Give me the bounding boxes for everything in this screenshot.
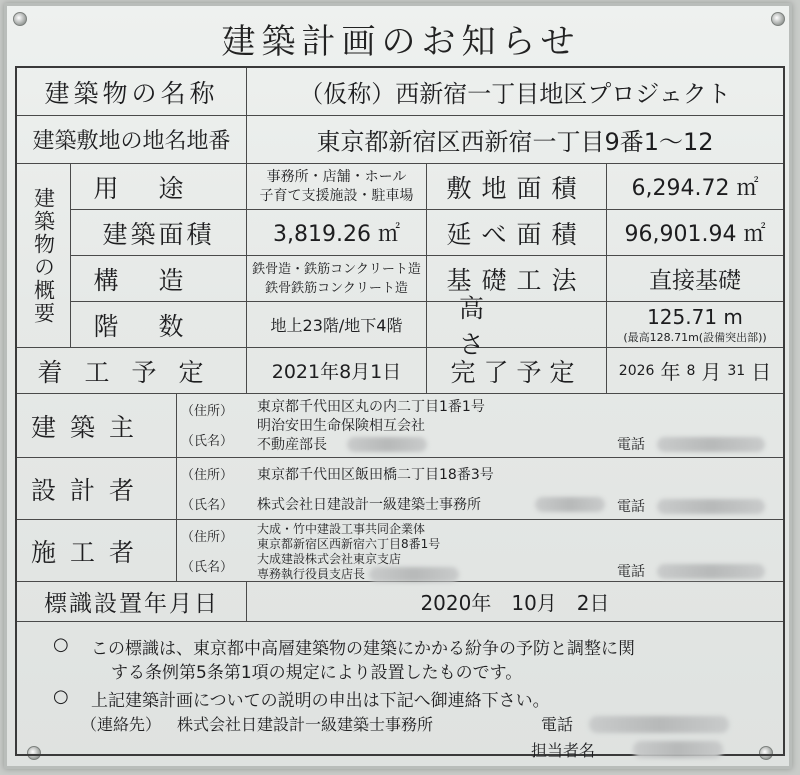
designer-phone-label: 電話 bbox=[617, 499, 645, 515]
end-month: 8 bbox=[686, 362, 696, 379]
structure-value-line1: 鉄骨造・鉄筋コンクリート造 bbox=[252, 261, 421, 277]
building-area-label: 建築面積 bbox=[71, 210, 247, 256]
note2-text: 上記建築計画についての説明の申出は下記へ御連絡下さい。 bbox=[91, 691, 550, 711]
designer-company: 株式会社日建設計一級建築士事務所 bbox=[257, 497, 481, 513]
contractor-addr-label: （住所） bbox=[181, 530, 234, 545]
note1-line1: この標識は、東京都中高層建築物の建築にかかる紛争の予防と調整に関 bbox=[91, 639, 635, 659]
end-year-unit: 年 bbox=[660, 360, 681, 384]
site-label: 建築敷地の地名地番 bbox=[17, 116, 247, 164]
height-label: 高さ bbox=[427, 302, 607, 348]
designer-company-redaction bbox=[535, 497, 605, 512]
height-value-note: (最高128.71m(設備突出部)) bbox=[623, 330, 767, 344]
contractor-phone-label: 電話 bbox=[617, 564, 645, 580]
contractor-manager-redaction bbox=[369, 567, 459, 582]
site-area-label: 敷地面積 bbox=[427, 164, 607, 210]
contact-label: （連絡先） bbox=[81, 715, 162, 734]
start-label: 着工予定 bbox=[17, 348, 247, 394]
end-value bbox=[607, 348, 783, 394]
board-title: 建築計画のお知らせ bbox=[221, 22, 581, 62]
note1-bullet: ○ bbox=[53, 634, 69, 655]
note1-line2: する条例第5条第1項の規定により設置したものです。 bbox=[111, 663, 523, 683]
height-value bbox=[607, 302, 783, 348]
contractor-line4: 専務執行役員支店長 bbox=[257, 567, 366, 581]
end-day-unit: 日 bbox=[751, 360, 772, 384]
floors-label: 階数 bbox=[71, 302, 247, 348]
owner-label: 建築主 bbox=[17, 394, 177, 458]
contractor-phone-redaction bbox=[657, 564, 765, 579]
owner-address: 東京都千代田区丸の内二丁目1番1号 bbox=[257, 399, 485, 415]
contractor-line1: 大成・竹中建設工事共同企業体 bbox=[257, 522, 426, 536]
use-value-line2: 子育て支援施設・駐車場 bbox=[259, 187, 414, 204]
owner-phone-label: 電話 bbox=[617, 437, 645, 453]
site-value: 東京都新宿区西新宿一丁目9番1～12 bbox=[247, 116, 783, 164]
owner-manager-redaction bbox=[347, 437, 427, 452]
structure-value bbox=[247, 256, 427, 302]
contractor-line2: 東京都新宿区西新宿六丁目8番1号 bbox=[257, 537, 441, 551]
site-area-value: 6,294.72 ㎡ bbox=[607, 164, 783, 210]
designer-phone-redaction bbox=[657, 499, 765, 514]
owner-phone-redaction bbox=[657, 437, 765, 452]
note2-bullet: ○ bbox=[53, 686, 69, 707]
overview-side-label: 建築物の概要 bbox=[17, 164, 71, 348]
use-value bbox=[247, 164, 427, 210]
end-label: 完了予定 bbox=[427, 348, 607, 394]
posting-label: 標識設置年月日 bbox=[17, 582, 247, 622]
end-year: 2026 bbox=[618, 362, 655, 379]
floor-area-label: 延べ面積 bbox=[427, 210, 607, 256]
end-day: 31 bbox=[727, 362, 746, 379]
owner-name-label: （氏名） bbox=[181, 434, 234, 449]
designer-address: 東京都千代田区飯田橋二丁目18番3号 bbox=[257, 467, 494, 483]
contact-phone-redaction bbox=[589, 716, 729, 733]
owner-company: 明治安田生命保険相互会社 bbox=[257, 418, 425, 434]
contractor-name-label: （氏名） bbox=[181, 560, 234, 575]
contact-phone-label: 電話 bbox=[541, 715, 574, 734]
designer-addr-label: （住所） bbox=[181, 468, 234, 483]
structure-label: 構造 bbox=[71, 256, 247, 302]
designer-label: 設計者 bbox=[17, 458, 177, 520]
owner-addr-label: （住所） bbox=[181, 404, 234, 419]
contact-person-label: 担当者名 bbox=[531, 741, 596, 760]
end-month-unit: 月 bbox=[701, 360, 722, 384]
designer-name-label: （氏名） bbox=[181, 498, 234, 513]
building-area-value: 3,819.26 ㎡ bbox=[247, 210, 427, 256]
owner-manager: 不動産部長 bbox=[257, 437, 327, 453]
foundation-value: 直接基礎 bbox=[607, 256, 783, 302]
building-name-label: 建築物の名称 bbox=[17, 68, 247, 116]
info-table bbox=[15, 66, 785, 760]
floor-area-value: 96,901.94 ㎡ bbox=[607, 210, 783, 256]
foundation-label: 基礎工法 bbox=[427, 256, 607, 302]
notice-board bbox=[4, 3, 792, 769]
use-value-line1: 事務所・店舗・ホール bbox=[266, 168, 407, 185]
contact-company: 株式会社日建設計一級建築士事務所 bbox=[177, 715, 434, 734]
use-label: 用途 bbox=[71, 164, 247, 210]
start-value: 2021年8月1日 bbox=[247, 348, 427, 394]
building-name-value: （仮称）西新宿一丁目地区プロジェクト bbox=[247, 68, 783, 116]
floors-value: 地上23階/地下4階 bbox=[247, 302, 427, 348]
posting-value: 2020年 10月 2日 bbox=[247, 582, 783, 622]
structure-value-line2: 鉄骨鉄筋コンクリート造 bbox=[265, 280, 408, 296]
contact-person-redaction bbox=[633, 741, 723, 758]
contractor-line3: 大成建設株式会社東京支店 bbox=[257, 552, 402, 566]
height-value-main: 125.71 m bbox=[647, 304, 743, 329]
contractor-label: 施工者 bbox=[17, 520, 177, 582]
